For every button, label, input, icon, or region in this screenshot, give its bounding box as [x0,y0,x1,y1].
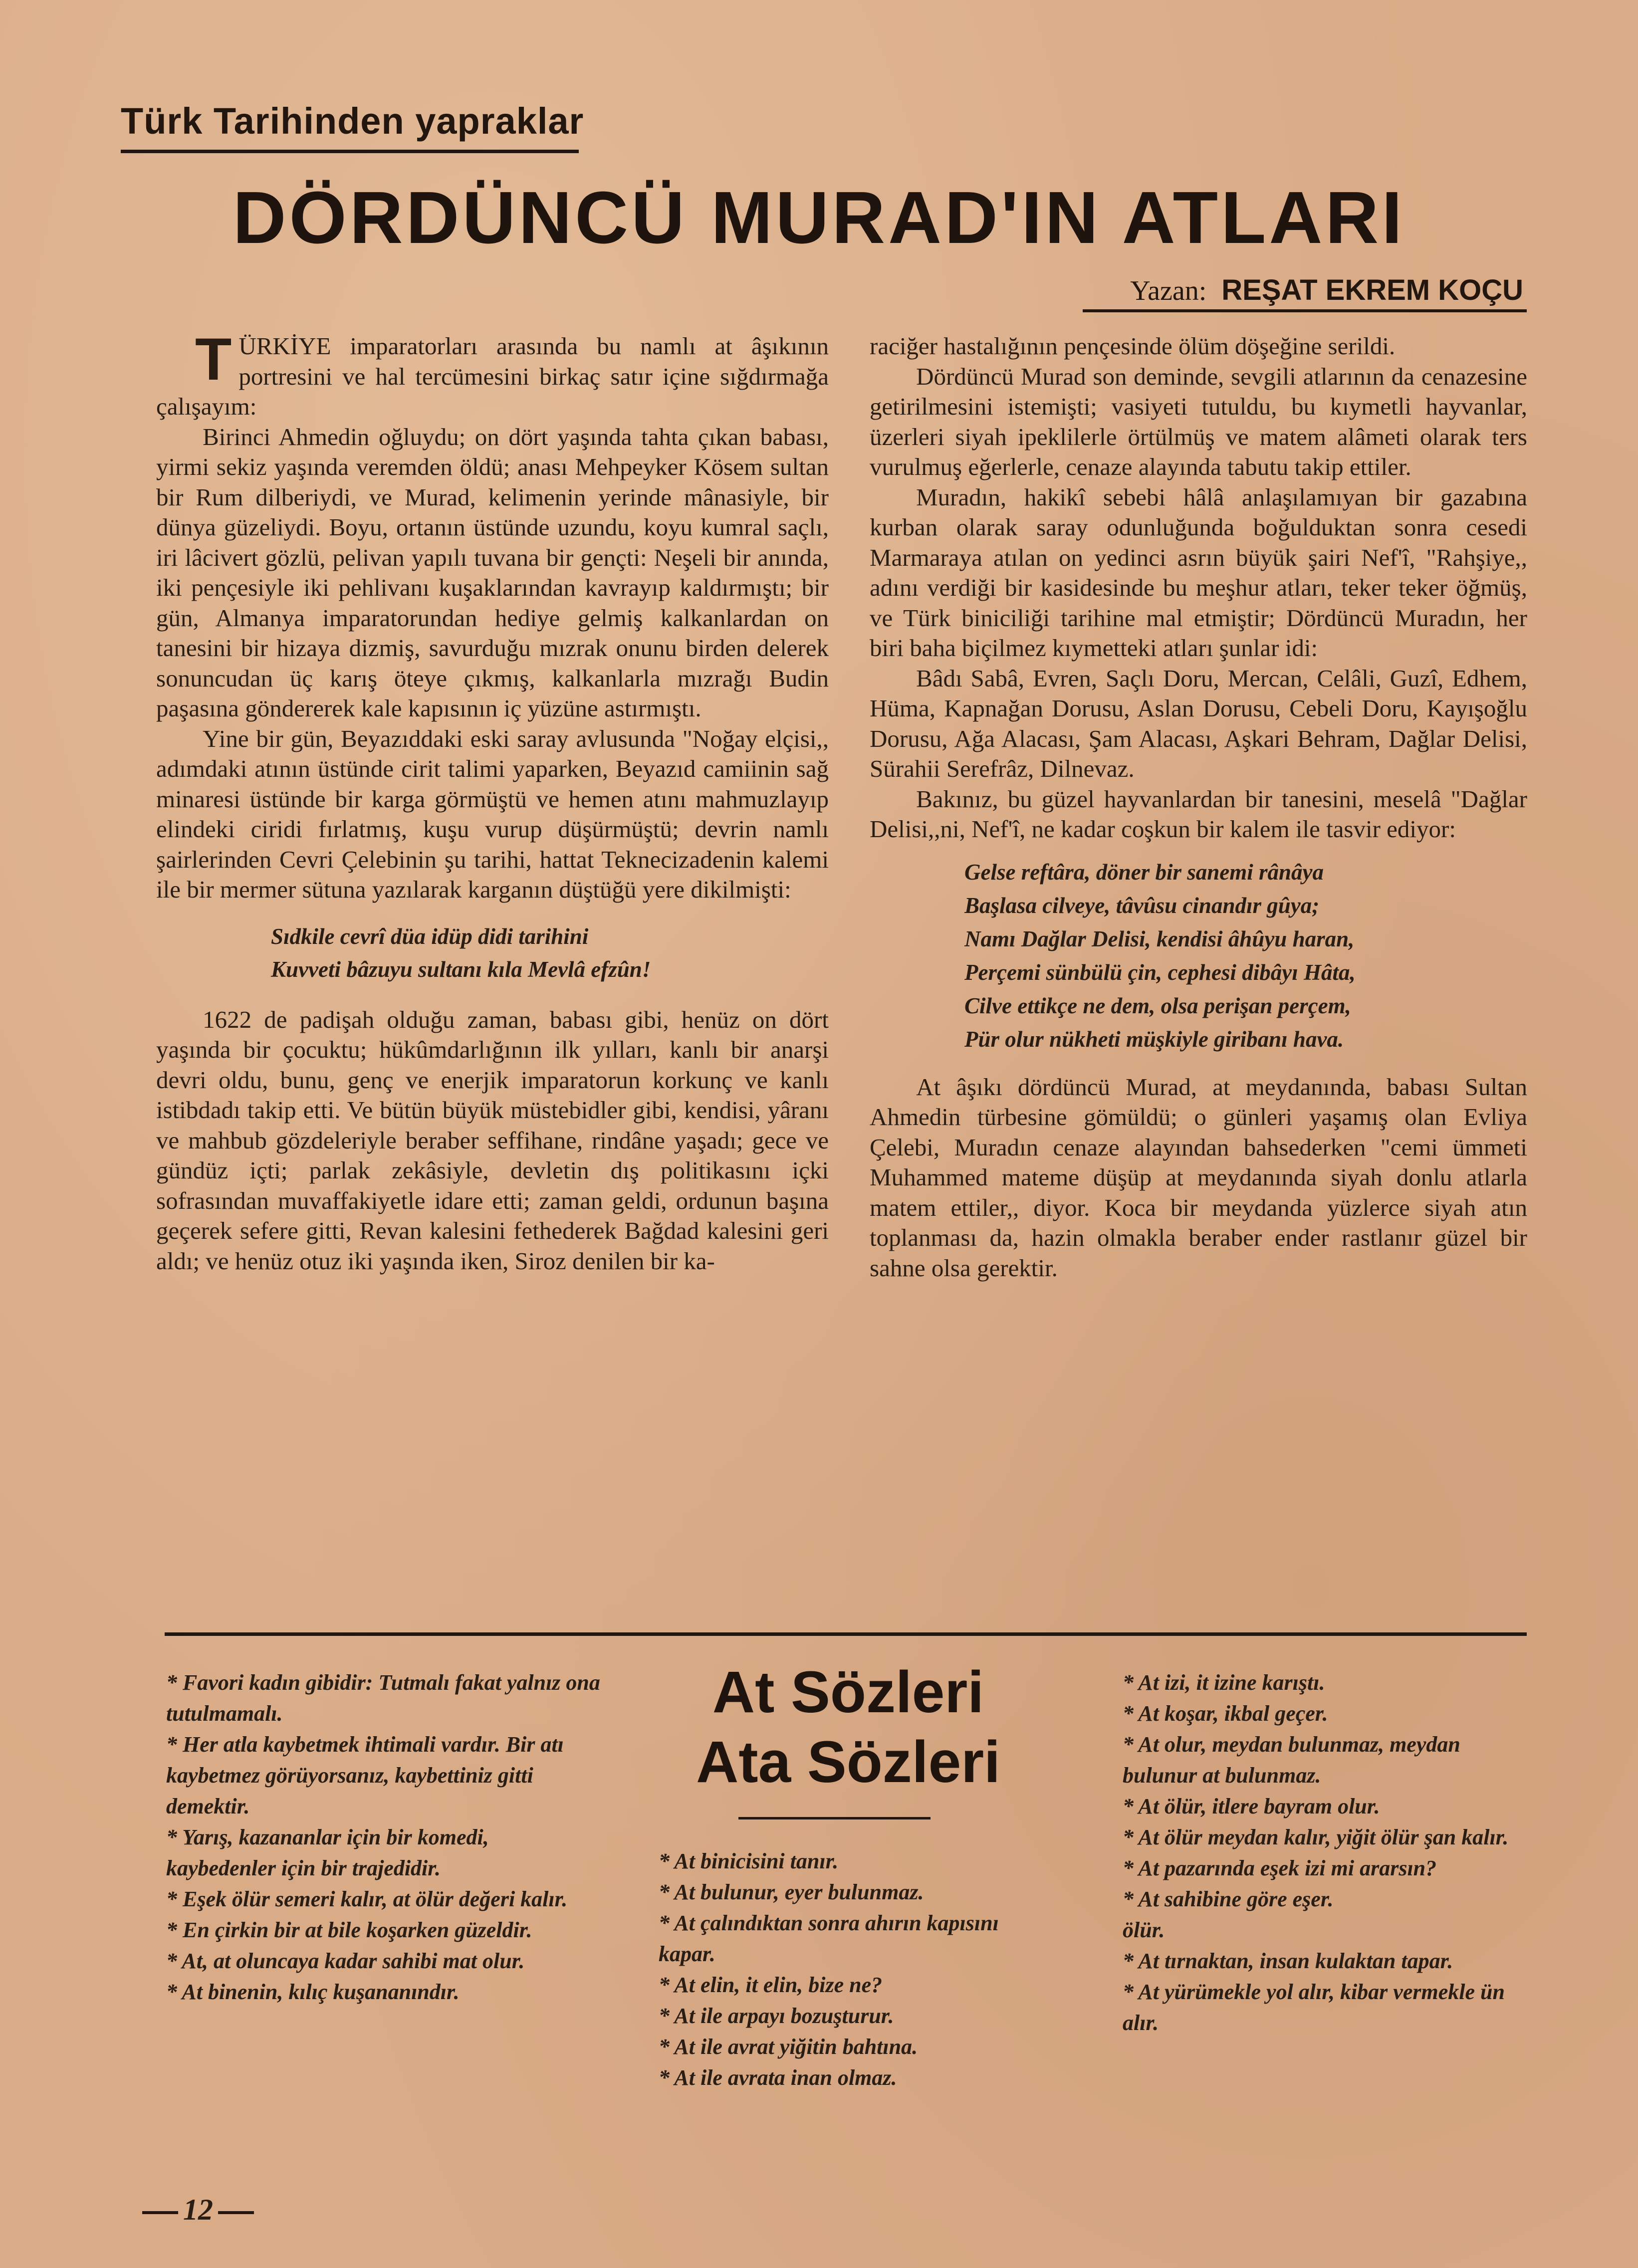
saying-item: * Favori kadın gibidir: Tutmalı fakat yalnız ona tutulmamalı. [166,1670,600,1726]
poem-line: Gelse reftâra, döner bir sanemi rânâya [964,859,1324,885]
page-number-dash [218,2211,254,2214]
poem-line: Cilve ettikçe ne dem, olsa perişan perçem, [964,993,1351,1018]
page-number-dash [142,2211,178,2214]
page-number: 12 [137,2193,259,2227]
saying-item: * At tırnaktan, insan kulaktan tapar. [1123,1949,1453,1973]
article-paragraph: Yine bir gün, Beyazıddaki eski saray avlusunda "Noğay elçisi,, adımdaki atının üstünde cirit talimi yaparken, Beyazıd camiinin sağ minaresi üstünde bir karga görmüştü ve hemen atını mahmuzlayıp elindeki ciridi fırlatmış, kuşu vurup düşürmüştü; devrin namlı şairlerinden Cevri Çelebinin şu tarihi, hattat Teknecizadenin kalemi ile bir mermer sütuna yazılarak karganın düştüğü yere dikilmişti: [156,724,829,903]
byline-underline [1083,309,1527,312]
sayings-title-line1: At Sözleri [712,1659,984,1725]
drop-cap: T [195,326,232,393]
saying-item: * At ile arpayı bozuşturur. [659,2004,894,2028]
saying-item: * At izi, it izine karıştı. [1123,1670,1325,1695]
section-kicker: Türk Tarihinden yapraklar [121,100,584,142]
saying-item: ölür. [1123,1918,1165,1942]
saying-item: * Yarış, kazananlar için bir komedi, kaybedenler için bir trajedidir. [166,1825,489,1880]
saying-item: * At binenin, kılıç kuşananındır. [166,1980,460,2004]
saying-item: * At olur, meydan bulunmaz, meydan bulunur at bulunmaz. [1123,1732,1460,1788]
article-paragraph: Bâdı Sabâ, Evren, Saçlı Doru, Mercan, Celâli, Guzî, Edhem, Hüma, Kapnağan Dorusu, Aslan Dorusu, Cebeli Doru, Kayışoğlu Dorusu, Ağa Alacası, Şam Alacası, Aşkari Behram, Dağlar Delisi, Sürahii Serefrâz, Dilnevaz. [870,664,1527,782]
saying-item: * At çalındıktan sonra ahırın kapısını kapar. [659,1911,999,1966]
saying-item: * At koşar, ikbal geçer. [1123,1701,1328,1726]
article-paragraph: Muradın, hakikî sebebi hâlâ anlaşılamıyan bir gazabına kurban olarak saray odunluğunda boğulduktan sonra cesedi Marmaraya atılan on yedinci asrın büyük şairi Nef'î, "Rahşiye,, adını verdiği bir kasidesinde bu meşhur atları, teker teker öğmüş, ve Türk biniciliği tarihine mal etmiştir; Dördüncü Muradın, her biri baha biçilmez kıymetteki atları şunlar idi: [870,483,1527,662]
article-paragraph: Bakınız, bu güzel hayvanlardan bir tanesini, meselâ "Dağlar Delisi,,ni, Nef'î, ne kadar coşkun bir kalem ile tasvir ediyor: [870,785,1527,843]
verse-couplet [271,920,829,986]
article-paragraph: 1622 de padişah olduğu zaman, babası gibi, henüz on dört yaşında bir çocuktu; hükûmdarlığının ilk yılları, kanlı bir anarşi devri oldu, bunu, genç ve enerjik imparatorun korkunç ve kanlı istibdadı takip etti. Ve bütün büyük müstebidler gibi, kendisi, yâranı ve mahbub gözdeleriyle beraber seffihane, rindâne yaşadı; gece ve gündüz içti; parlak zekâsiyle, devletin dış politikasını içki sofrasından muvaffakiyetle idare etti; zaman geldi, ordunun başına geçerek sefere gitti, Revan kalesini fethederek Bağdad kalesini geri aldı; ve henüz otuz iki yaşında iken, Siroz denilen bir ka- [156,1005,829,1275]
kicker-underline [121,150,579,153]
byline-prefix: Yazan: [1130,275,1207,306]
saying-item: * Her atla kaybetmek ihtimali vardır. Bir atı kaybetmez görüyorsanız, kaybettiniz gitti demektir. [166,1732,564,1818]
saying-item: * At ölür, itlere bayram olur. [1123,1794,1380,1818]
article-paragraph: Birinci Ahmedin oğluydu; on dört yaşında tahta çıkan babası, yirmi sekiz yaşında veremden öldü; anası Mehpeyker Kösem sultan bir Rum dilberiydi, ve Murad, kelimenin yerinde mânasiyle, bir dünya güzeliydi. Boyu, ortanın üstünde uzundu, koyu kumral saçlı, iri lâcivert gözlü, pelivan yapılı tuvana bir gençti: Neşeli bir anında, iki pençesiyle iki pehlivanı kuşaklarından kavrayıp kaldırmıştı; bir gün, Almanya imparatorundan hediye gelmiş kalkanlardan on tanesini bir hizaya dizmiş, savurduğu mızrak onunu birden delerek sonuncudan üç karış öteye çıkmış, kalkanlarla mızrağı Budin paşasına göndererek kale kapısının iç yüzüne astırmıştı. [156,423,829,722]
verse-line: Sıdkile cevrî düa idüp didi tarihini [271,923,589,949]
sayings-title-line2: Ata Sözleri [696,1729,1000,1795]
byline [1130,273,1523,307]
poem-line: Perçemi sünbülü çin, cephesi dibâyı Hâta, [964,959,1356,985]
article-paragraph: raciğer hastalığının pençesinde ölüm döşeğine serildi. [870,332,1396,360]
saying-item: * At binicisini tanır. [659,1849,839,1873]
poem [964,856,1527,1056]
article-column-left [156,326,829,1276]
article-column-right [870,331,1527,1283]
article-title: DÖRDÜNCÜ MURAD'IN ATLARI [233,177,1405,259]
section-divider [165,1632,1527,1636]
saying-item: * At bulunur, eyer bulunmaz. [659,1880,924,1904]
saying-item: * At pazarında eşek izi mi ararsın? [1123,1856,1437,1880]
poem-line: Namı Dağlar Delisi, kendisi âhûyu haran, [964,926,1355,951]
sayings-column-middle [659,1846,1048,2093]
saying-item: * At ile avrat yiğitin bahtına. [659,2035,918,2059]
saying-item: * At ölür meydan kalır, yiğit ölür şan kalır. [1123,1825,1509,1849]
article-paragraph: TÜRKİYE imparatorları arasında bu namlı at âşıkının portresini ve hal tercümesini birkaç satır içine sığdırmağa çalışayım: [156,326,829,420]
saying-item: * Eşek ölür semeri kalır, at ölür değeri kalır. [166,1887,568,1911]
poem-line: Başlasa cilveye, tâvûsu cinandır gûya; [964,893,1320,918]
sayings-column-right [1123,1667,1537,2039]
article-paragraph: At âşıkı dördüncü Murad, at meydanında, babası Sultan Ahmedin türbesine gömüldü; o günleri yaşamış olan Evliya Çelebi, Muradın cenaze alayından bahsederken "cemi ümmeti Muhammed mateme düşüp at meydanında siyah donlu atlarla matem ettiler,, diyor. Koca bir meydanda yüzlerce siyah atın toplanması da, hazin olmakla beraber ender rastlanır güzel bir sahne olsa gerektir. [870,1073,1527,1282]
saying-item: * At, at oluncaya kadar sahibi mat olur. [166,1949,525,1973]
sayings-column-left [166,1667,600,2008]
saying-item: * En çirkin bir at bile koşarken güzeldir. [166,1918,532,1942]
saying-item: * At sahibine göre eşer. [1123,1887,1334,1911]
poem-line: Pür olur nükheti müşkiyle giribanı hava. [964,1026,1344,1052]
sayings-title-rule [738,1817,931,1819]
saying-item: * At elin, it elin, bize ne? [659,1973,883,1997]
saying-item: * At ile avrata inan olmaz. [659,2065,897,2090]
article-paragraph: Dördüncü Murad son deminde, sevgili atlarının da cenazesine getirilmesini istemişti; vasiyeti tutuldu, bu kıymetli hayvanlar, üzerleri siyah ipeklilerle örtülmüş ve matem alâmeti olarak ters vurulmuş eğerlerle, cenaze alayında tabutu takip ettiler. [870,362,1527,480]
author-name: REŞAT EKREM KOÇU [1221,274,1523,306]
verse-line: Kuvveti bâzuyu sultanı kıla Mevlâ efzûn! [271,956,651,982]
saying-item: * At yürümekle yol alır, kibar vermekle ün alır. [1123,1980,1505,2035]
